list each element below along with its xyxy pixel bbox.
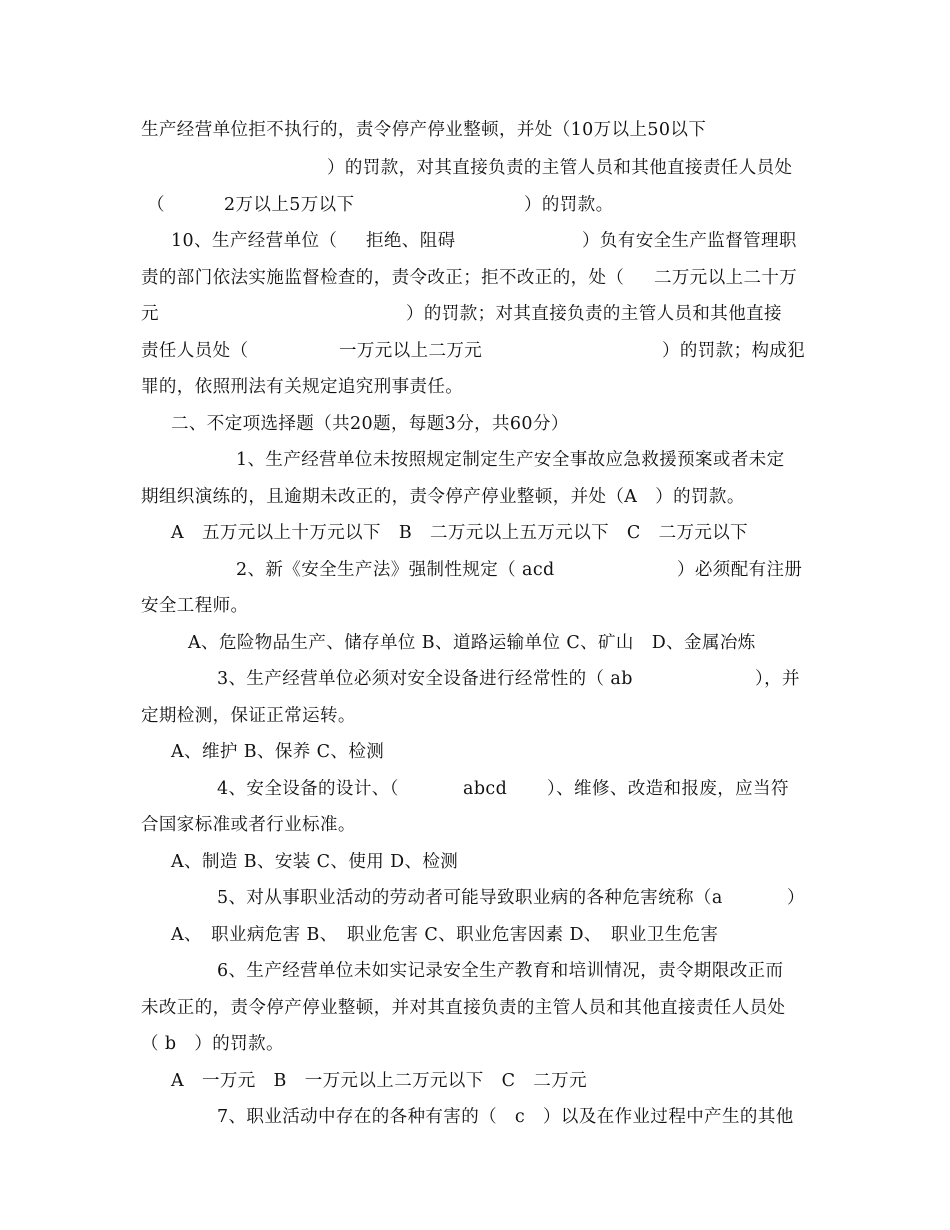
text-line: ）、维修、改造和报废，应当符	[547, 779, 789, 799]
question-4: 4、安全设备的设计、（	[217, 779, 399, 799]
options-line: A、 职业病危害 B、 职业危害 C、职业危害因素 D、 职业卫生危害	[171, 925, 719, 945]
question-7: 7、职业活动中存在的各种有害的（ c ）以及在作业过程中产生的其他	[217, 1107, 794, 1127]
question-5: 5、对从事职业活动的劳动者可能导致职业病的各种危害统称（a	[217, 888, 723, 908]
text-line: ），并	[755, 669, 800, 689]
text-line: ）的罚款。	[524, 195, 614, 215]
text-line: ）的罚款，对其直接负责的主管人员和其他直接责任人员处	[327, 158, 793, 178]
text-line: ）必须配有注册	[677, 560, 803, 580]
text-line: 责任人员处（	[141, 341, 249, 361]
text-line: 安全工程师。	[141, 596, 249, 616]
answer-text: abcd	[463, 779, 508, 799]
text-line: 定期检测，保证正常运转。	[141, 706, 356, 726]
question-6: 6、生产经营单位未如实记录安全生产教育和培训情况，责令期限改正而	[217, 961, 784, 981]
text-line: ）的罚款；构成犯	[662, 341, 806, 361]
options-line: A、制造 B、安装 C、使用 D、检测	[171, 852, 459, 872]
section-heading: 二、不定项选择题（共20题，每题3分，共60分）	[171, 414, 569, 434]
text-line: ）的罚款；对其直接负责的主管人员和其他直接	[406, 304, 782, 324]
question-2: 2、新《安全生产法》强制性规定（ acd	[236, 560, 555, 580]
question-10: 10、生产经营单位（	[171, 231, 338, 251]
options-line: A 五万元以上十万元以下 B 二万元以上五万元以下 C 二万元以下	[171, 523, 749, 543]
text-line: 责的部门依法实施监督检查的，责令改正；拒不改正的，处（	[141, 268, 625, 288]
answer-text: 二万元以上二十万	[654, 268, 798, 288]
answer-text: 2万以上5万以下	[224, 195, 355, 215]
options-line: A、危险物品生产、储存单位 B、道路运输单位 C、矿山 D、金属冶炼	[188, 633, 756, 653]
answer-text: 一万元以上二万元	[339, 341, 483, 361]
text-line: ）	[787, 888, 805, 908]
text-line: 罪的，依照刑法有关规定追究刑事责任。	[141, 377, 464, 397]
text-line: （ b ）的罚款。	[141, 1034, 284, 1054]
text-line: 未改正的，责令停产停业整顿，并对其直接负责的主管人员和其他直接责任人员处	[141, 998, 786, 1018]
text-line: 生产经营单位拒不执行的，责令停产停业整顿，并处（10万以上50以下	[141, 120, 707, 140]
text-line: 期组织演练的，且逾期未改正的，责令停产停业整顿，并处（A ）的罚款。	[141, 487, 745, 507]
question-1: 1、生产经营单位未按照规定制定生产安全事故应急救援预案或者未定	[236, 450, 785, 470]
answer-text: 拒绝、阻碍	[366, 231, 456, 251]
options-line: A 一万元 B 一万元以上二万元以下 C 二万元	[171, 1071, 587, 1091]
options-line: A、维护 B、保养 C、检测	[171, 742, 385, 762]
text-line: ）负有安全生产监督管理职	[582, 231, 797, 251]
answer-text: 元	[141, 304, 159, 324]
text-line: 合国家标准或者行业标准。	[141, 815, 356, 835]
text-line: （	[147, 195, 165, 215]
question-3: 3、生产经营单位必须对安全设备进行经常性的（ ab	[217, 669, 633, 689]
